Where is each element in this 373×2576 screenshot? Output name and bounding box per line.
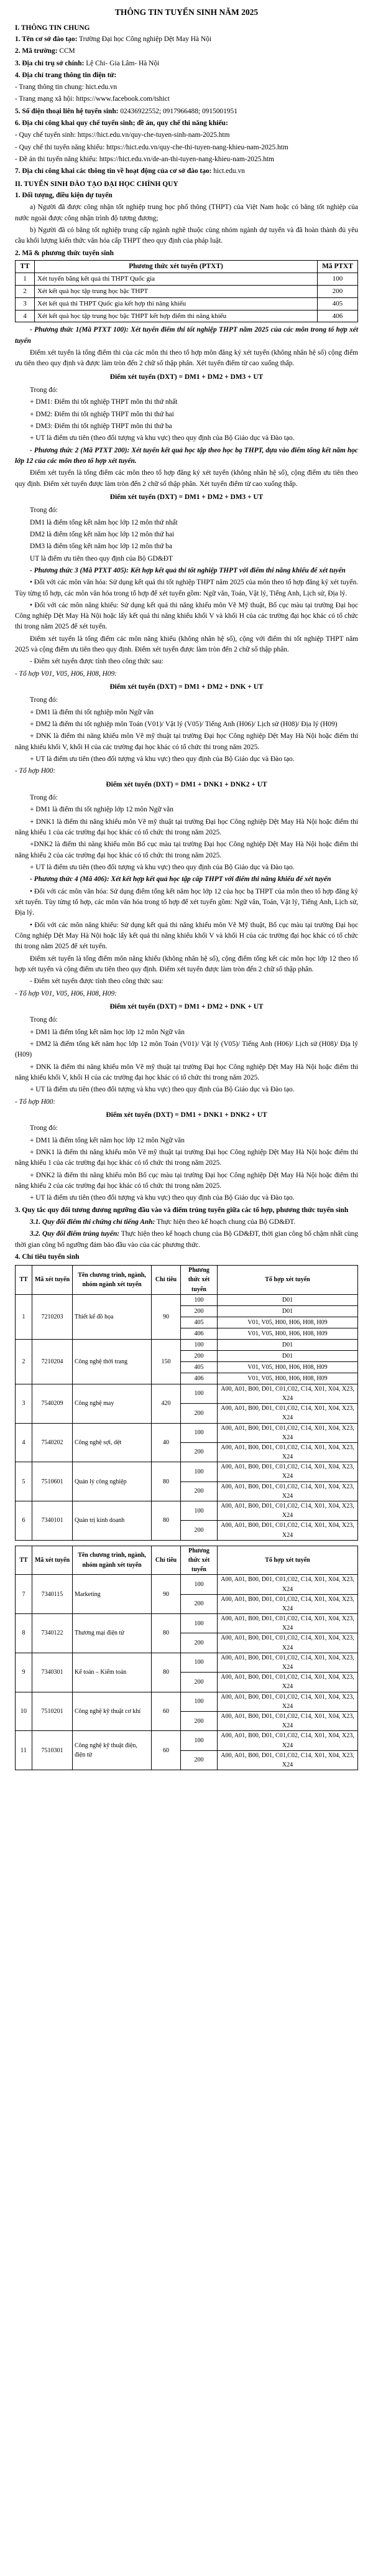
method-405-p4: - Điểm xét tuyển được tính theo công thức sau: — [30, 658, 163, 666]
regulations-heading: 6. Địa chỉ công khai quy chế tuyển sinh; đề án, quy chế thi năng khiếu: — [15, 119, 228, 128]
program-code: 7340115 — [32, 1575, 73, 1614]
program-method: 100 — [181, 1575, 218, 1594]
program-tt: 11 — [16, 1731, 32, 1770]
program-method: 100 — [181, 1614, 218, 1633]
quota-row — [16, 1294, 358, 1305]
method-405-heading: - Phương thức 3 (Mã PTXT 405): Kết hợp kết quả thi tốt nghiệp THPT với điểm thi năng khiếu để xét tuyển — [30, 566, 346, 574]
method-code: 200 — [318, 286, 358, 298]
program-combination: A00, A01, B00, D01, C01,C02, C14, X01, X04, X23, X24 — [218, 1482, 358, 1501]
program-method: 200 — [181, 1350, 218, 1361]
program-combination: V01, V05, H00, H06, H08, H09 — [218, 1361, 358, 1373]
program-combination: A00, A01, B00, D01, C01,C02, C14, X01, X04, X23, X24 — [218, 1423, 358, 1442]
program-method: 200 — [181, 1521, 218, 1540]
program-code: 7510301 — [32, 1731, 73, 1770]
school-name-line: 1. Tên cơ sở đào tạo: Trường Đại học Công nghiệp Dệt May Hà Nội — [15, 35, 212, 43]
where-label: Trong đó: — [30, 794, 58, 802]
program-method: 406 — [181, 1328, 218, 1339]
program-method: 100 — [181, 1692, 218, 1711]
method-name: Xét kết quả học tập trung học bậc THPT kết hợp điểm thi năng khiếu — [35, 310, 318, 322]
quota-row — [16, 1462, 358, 1482]
program-combination: A00, A01, B00, D01, C01,C02, C14, X01, X04, X23, X24 — [218, 1750, 358, 1770]
program-tt: 4 — [16, 1423, 32, 1462]
program-combination: D01 — [218, 1305, 358, 1317]
program-name: Thiết kế đồ họa — [73, 1294, 152, 1339]
where-label: Trong đó: — [30, 1124, 58, 1132]
method-405-b3: +DNK2 là điểm thi năng khiếu môn Bố cục màu tại trường Đại học Công nghiệp Dệt May Hà Nội hoặc điểm thi năng khiếu 2 của các trường đại học khác có tổ chức thi trong năm 2025. — [15, 841, 358, 859]
program-name: Marketing — [73, 1575, 152, 1614]
col-code: Mã xét tuyển — [32, 1266, 73, 1295]
method-code: 405 — [318, 297, 358, 310]
method-405-group1: - Tổ hợp V01, V05, H06, H08, H09: — [15, 670, 117, 678]
method-code: 100 — [318, 273, 358, 286]
col-program: Tên chương trình, ngành, nhóm ngành xét tuyển — [73, 1546, 152, 1575]
method-405-b4: + UT là điểm ưu tiên (theo đối tượng và khu vực) theo quy định của Bộ Giáo dục và Đào tạo. — [30, 864, 295, 872]
program-combination: A00, A01, B00, D01, C01,C02, C14, X01, X04, X23, X24 — [218, 1673, 358, 1692]
quota-row — [16, 1614, 358, 1633]
program-code: 7340301 — [32, 1653, 73, 1692]
method-406-group1: - Tổ hợp V01, V05, H06, H08, H09: — [15, 989, 117, 997]
eligibility-b: b) Người đã có bằng tốt nghiệp trung cấp ngành nghề thuộc cùng nhóm ngành dự tuyển và đã hoàn thành đủ yêu cầu khối lượng kiến thức văn hóa cấp THPT theo quy định của pháp luật. — [15, 226, 358, 245]
methods-table — [15, 260, 358, 322]
col-quota: Chỉ tiêu — [152, 1546, 181, 1575]
method-row — [16, 310, 358, 322]
program-code: 7340122 — [32, 1614, 73, 1653]
conversion-english: 3.1. Quy đổi điểm thi chứng chỉ tiếng Anh: Thực hiện theo kế hoạch chung của Bộ GD&ĐT. — [30, 1218, 296, 1226]
method-tt: 3 — [16, 297, 35, 310]
quota-row — [16, 1575, 358, 1594]
conversion-heading: 3. Quy tắc quy đổi tương đương ngưỡng đầu vào và điểm trúng tuyển giữa các tổ hợp, phương thức tuyển sinh — [15, 1206, 349, 1214]
program-combination: A00, A01, B00, D01, C01,C02, C14, X01, X04, X23, X24 — [218, 1614, 358, 1633]
phone-line: 5. Số điện thoại liên hệ tuyển sinh: 02436922552; 0917966488; 0915001951 — [15, 107, 237, 115]
program-name: Công nghệ thời trang — [73, 1339, 152, 1384]
method-406-formula2: Điểm xét tuyển (DXT) = DM1 + DNK1 + DNK2 + UT — [106, 1111, 267, 1119]
program-tt: 1 — [16, 1294, 32, 1339]
program-combination: A00, A01, B00, D01, C01,C02, C14, X01, X04, X23, X24 — [218, 1653, 358, 1672]
col-code: Mã PTXT — [318, 261, 358, 273]
eligibility-heading: 1. Đối tượng, điều kiện dự tuyển — [15, 192, 113, 200]
facebook-link[interactable]: - Trang mạng xã hội: https://www.facebook.com/tshict — [15, 95, 170, 103]
method-row — [16, 286, 358, 298]
program-name: Công nghệ kỹ thuật cơ khí — [73, 1692, 152, 1731]
quota-table-continued — [15, 1546, 358, 1770]
where-label: Trong đó: — [30, 1016, 58, 1024]
program-code: 7210204 — [32, 1339, 73, 1384]
method-405-p1: • Đối với các môn văn hóa: Sử dụng kết quả thi tốt nghiệp THPT năm 2025 của môn theo tổ hợp đăng ký xét tuyển. Tùy từng tổ hợp, các môn văn hóa trong tổ hợp để xét tuyển gồm: Ngữ văn, Toán, Vật lý, Tiếng Anh, Lịch sử, Địa lý. — [15, 579, 358, 597]
method-405-group2: - Tổ hợp H00: — [15, 767, 56, 775]
website-link[interactable]: - Trang thông tin chung: hict.edu.vn — [15, 83, 117, 91]
method-200-w1: DM1 là điểm tổng kết năm học lớp 12 môn thứ nhất — [30, 518, 178, 526]
method-405-formula2: Điểm xét tuyển (DXT) = DM1 + DNK1 + DNK2 + UT — [106, 780, 267, 788]
method-406-a3: + DNK là điểm thi năng khiếu môn Vẽ mỹ thuật tại trường Đại học Công nghiệp Dệt May Hà Nội hoặc điểm thi năng khiếu khối V, khối H của các trường đại học khác có tổ chức thi trong năm 2025. — [15, 1063, 358, 1081]
program-quota: 90 — [152, 1575, 181, 1614]
method-406-formula1: Điểm xét tuyển (DXT) = DM1 + DM2 + DNK + UT — [109, 1002, 264, 1010]
method-100-w1: + DM1: Điểm thi tốt nghiệp THPT môn thi thứ nhất — [30, 398, 178, 406]
method-100-w3: + DM3: Điểm thi tốt nghiệp THPT môn thi thứ ba — [30, 422, 172, 430]
program-code: 7510201 — [32, 1692, 73, 1731]
program-method: 100 — [181, 1294, 218, 1305]
method-100-heading: - Phương thức 1(Mã PTXT 100): Xét tuyển điểm thi tốt nghiệp THPT năm 2025 của các môn trong tổ hợp xét tuyển — [15, 326, 358, 345]
program-quota: 420 — [152, 1384, 181, 1423]
methods-table-header — [16, 261, 358, 273]
program-tt: 3 — [16, 1384, 32, 1423]
quota-row — [16, 1692, 358, 1711]
program-tt: 10 — [16, 1692, 32, 1731]
program-combination: D01 — [218, 1294, 358, 1305]
program-tt: 6 — [16, 1501, 32, 1541]
method-406-b4: + UT là điểm ưu tiên (theo đối tượng và khu vực) theo quy định của Bộ Giáo dục và Đào tạo. — [30, 1194, 295, 1202]
program-combination: A00, A01, B00, D01, C01,C02, C14, X01, X04, X23, X24 — [218, 1462, 358, 1482]
col-combination: Tổ hợp xét tuyển — [218, 1546, 358, 1575]
method-200-w3: DM3 là điểm tổng kết năm học lớp 12 môn thứ ba — [30, 543, 172, 551]
method-200-heading: - Phương thức 2 (Mã PTXT 200): Xét tuyển kết quả học tập theo học bạ THPT, dựa vào điểm tổng kết năm học lớp 12 của các môn theo tổ hợp xét tuyển. — [15, 446, 358, 465]
quota-row — [16, 1731, 358, 1750]
program-method: 200 — [181, 1594, 218, 1613]
method-406-b3: + DNK2 là điểm thi năng khiếu môn Bố cục màu tại trường Đại học Công nghiệp Dệt May Hà Nội hoặc điểm thi năng khiếu 2 của các trường đại học khác có tổ chức thi trong năm 2025. — [15, 1171, 358, 1190]
program-quota: 60 — [152, 1731, 181, 1770]
method-405-a3: + DNK là điểm thi năng khiếu môn Vẽ mỹ thuật tại trường Đại học Công nghiệp Dệt May Hà Nội hoặc điểm thi năng khiếu khối V, khối H của các trường đại học khác có tổ chức thi trong năm 2025. — [15, 732, 358, 751]
program-method: 200 — [181, 1673, 218, 1692]
program-tt: 2 — [16, 1339, 32, 1384]
regulation-link-aptitude[interactable]: - Quy chế thi tuyển năng khiếu: https://hict.edu.vn/quy-che-thi-tuyen-nang-khieu-nam-2025.htm — [15, 143, 288, 151]
regulation-link-admission[interactable]: - Quy chế tuyển sinh: https://hict.edu.vn/quy-che-tuyen-sinh-nam-2025.htm — [15, 131, 230, 139]
quota-heading: 4. Chỉ tiêu tuyển sinh — [15, 1253, 80, 1261]
program-tt: 8 — [16, 1614, 32, 1653]
program-combination: A00, A01, B00, D01, C01,C02, C14, X01, X04, X23, X24 — [218, 1384, 358, 1403]
where-label: Trong đó: — [30, 506, 58, 515]
program-quota: 80 — [152, 1462, 181, 1501]
program-name: Công nghệ sợi, dệt — [73, 1423, 152, 1462]
section-general-heading: I. THÔNG TIN CHUNG — [15, 24, 90, 32]
method-405-p3: Điểm xét tuyển là tổng điểm các môn năng khiếu (không nhân hệ số), cộng với điểm thi tốt nghiệp THPT năm 2025 và cộng điểm ưu tiên theo quy định. Điểm xét tuyển được làm tròn đến 2 chữ số thập phân. — [15, 635, 358, 654]
program-quota: 80 — [152, 1501, 181, 1541]
quota-table-header — [16, 1266, 358, 1295]
conversion-score: 3.2. Quy đổi điểm trúng tuyển: Thực hiện theo kế hoạch chung của Bộ GD&ĐT, thời gian công bố chậm nhất cùng thời gian công bố ngưỡng đảm bảo đầu vào của các phương thức. — [15, 1230, 358, 1249]
col-method: Phương thức xét tuyển — [181, 1266, 218, 1295]
program-method: 200 — [181, 1305, 218, 1317]
program-code: 7210203 — [32, 1294, 73, 1339]
program-combination: A00, A01, B00, D01, C01,C02, C14, X01, X04, X23, X24 — [218, 1594, 358, 1613]
program-method: 200 — [181, 1404, 218, 1423]
method-405-a2: + DM2 là điểm thi tốt nghiệp môn Toán (V01)/ Vật lý (V05)/ Tiếng Anh (H06)/ Lịch sử (H08)/ Địa lý (H09) — [30, 721, 338, 729]
quota-row — [16, 1339, 358, 1350]
col-program: Tên chương trình, ngành, nhóm ngành xét tuyển — [73, 1266, 152, 1295]
methods-heading: 2. Mã & phương thức tuyển sinh — [15, 249, 114, 257]
address-line: 3. Địa chỉ trụ sở chính: Lệ Chi- Gia Lâm- Hà Nội — [15, 59, 160, 67]
regulation-link-project[interactable]: - Đề án thi tuyển năng khiếu: https://hict.edu.vn/de-an-thi-tuyen-nang-khieu-nam-2025.htm — [15, 156, 274, 164]
method-406-p4: - Điểm xét tuyển được tính theo công thức sau: — [30, 978, 163, 986]
method-405-b1: + DM1 là điểm thi tốt nghiệp lớp 12 môn Ngữ văn — [30, 806, 173, 814]
program-quota: 80 — [152, 1653, 181, 1692]
program-combination: A00, A01, B00, D01, C01,C02, C14, X01, X04, X23, X24 — [218, 1633, 358, 1653]
method-406-p3: Điểm xét tuyển là tổng điểm môn năng khiếu (không nhân hệ số), cộng điểm tổng kết các môn học lớp 12 theo tổ hợp xét tuyển và cộng điểm ưu tiên theo quy định. Điểm xét tuyển được làm tròn đến 2 chữ số thập phân. — [15, 954, 358, 973]
program-method: 200 — [181, 1442, 218, 1462]
method-tt: 4 — [16, 310, 35, 322]
program-method: 100 — [181, 1423, 218, 1442]
program-name: Kế toán – Kiểm toán — [73, 1653, 152, 1692]
school-code-line: 2. Mã trường: CCM — [15, 47, 75, 55]
program-code: 7540202 — [32, 1423, 73, 1462]
method-code: 406 — [318, 310, 358, 322]
eligibility-a: a) Người đã được công nhận tốt nghiệp trung học phổ thông (THPT) của Việt Nam hoặc có bằng tốt nghiệp của nước ngoài được công nhận trình độ tương đương; — [15, 203, 358, 222]
method-200-desc: Điểm xét tuyển là tổng điểm các môn theo tổ hợp đăng ký xét tuyển (không nhân hệ số), cộng điểm ưu tiên theo quy định. Điểm xét tuyển được làm tròn đến 2 chữ số thập phân. Xét tuyển điểm từ cao xuống thấp. — [15, 469, 358, 488]
method-200-w4: UT là điểm ưu tiên theo quy định của Bộ GD&ĐT — [30, 554, 173, 562]
program-method: 100 — [181, 1731, 218, 1750]
program-combination: D01 — [218, 1339, 358, 1350]
method-405-formula1: Điểm xét tuyển (DXT) = DM1 + DM2 + DNK + UT — [109, 683, 264, 691]
program-tt: 7 — [16, 1575, 32, 1614]
col-method: Phương thức xét tuyển (PTXT) — [35, 261, 318, 273]
where-label: Trong đó: — [30, 386, 58, 394]
method-100-formula: Điểm xét tuyển (DXT) = DM1 + DM2 + DM3 + UT — [109, 373, 264, 381]
program-combination: A00, A01, B00, D01, C01,C02, C14, X01, X04, X23, X24 — [218, 1442, 358, 1462]
where-label: Trong đó: — [30, 696, 58, 704]
method-406-b2: + DNK1 là điểm thi năng khiếu môn Vẽ mỹ thuật tại trường Đại học Công nghiệp Dệt May Hà Nội hoặc điểm thi năng khiếu 1 của các trường đại học khác có tổ chức thi trong năm 2025. — [15, 1148, 358, 1167]
method-405-p2: • Đối với các môn năng khiếu: Sử dụng kết quả thi năng khiếu môn Vẽ Mỹ thuật, Bố cục màu tại trường Đại học Công nghiệp Dệt May Hà Nội hoặc lấy kết quả thi năng khiếu khối V và khối H của các trường đại học khác có tổ chức thi trong năm 2025 để xét tuyển. — [15, 601, 358, 631]
method-100-desc: Điểm xét tuyển là tổng điểm thi của các môn thi theo tổ hợp môn đăng ký xét tuyển (không nhân hệ số) cộng điểm ưu tiên theo quy định và được làm tròn đến 2 chữ số thập phân. Xét tuyển điểm từ cao xuống thấp. — [15, 348, 358, 368]
program-combination: A00, A01, B00, D01, C01,C02, C14, X01, X04, X23, X24 — [218, 1711, 358, 1730]
website-heading: 4. Địa chỉ trang thông tin điện tử: — [15, 71, 117, 79]
program-method: 405 — [181, 1361, 218, 1373]
method-name: Xét tuyển bằng kết quả thi THPT Quốc gia — [35, 273, 318, 286]
program-quota: 150 — [152, 1339, 181, 1384]
program-quota: 80 — [152, 1614, 181, 1653]
quota-row — [16, 1423, 358, 1442]
program-method: 100 — [181, 1462, 218, 1482]
program-code: 7340101 — [32, 1501, 73, 1541]
method-406-a2: + DM2 là điểm tổng kết năm học lớp 12 môn Toán (V01)/ Vật lý (V05)/ Tiếng Anh (H06)/ Lịch sử (H08)/ Địa lý (H09) — [15, 1040, 358, 1059]
program-method: 100 — [181, 1501, 218, 1521]
quota-row — [16, 1501, 358, 1521]
method-406-a4: + UT là điểm ưu tiên (theo đối tượng và khu vực) theo quy định của Bộ Giáo dục và Đào tạo. — [30, 1086, 295, 1094]
program-tt: 9 — [16, 1653, 32, 1692]
method-406-p1: • Đối với các môn văn hóa: Sử dụng điểm tổng kết năm học lớp 12 của học bạ THPT của môn theo tổ hợp đăng ký xét tuyển. Tùy từng tổ hợp, các môn văn hóa trong tổ hợp để xét tuyển gồm: Ngữ văn, Toán, Vật lý, Tiếng Anh, Lịch sử, Địa lý. — [15, 887, 358, 917]
col-code: Mã xét tuyển — [32, 1546, 73, 1575]
program-quota: 40 — [152, 1423, 181, 1462]
method-tt: 1 — [16, 273, 35, 286]
program-name: Quản lý công nghiệp — [73, 1462, 152, 1501]
method-name: Xét kết quả học tập trung học bậc THPT — [35, 286, 318, 298]
program-combination: D01 — [218, 1350, 358, 1361]
col-method: Phương thức xét tuyển — [181, 1546, 218, 1575]
method-405-a4: + UT là điểm ưu tiên (theo đối tượng và khu vực) theo quy định của Bộ Giáo dục và Đào tạo. — [30, 755, 295, 763]
activity-info-line: 7. Địa chỉ công khai các thông tin về hoạt động của cơ sở đào tạo: hict.edu.vn — [15, 167, 245, 175]
quota-table — [15, 1265, 358, 1541]
program-method: 100 — [181, 1653, 218, 1672]
method-row — [16, 297, 358, 310]
page-title: THÔNG TIN TUYỂN SINH NĂM 2025 — [114, 7, 259, 17]
program-method: 100 — [181, 1384, 218, 1403]
method-405-b2: + DNK1 là điểm thi năng khiếu môn Vẽ mỹ thuật tại trường Đại học Công nghiệp Dệt May Hà Nội hoặc điểm thi năng khiếu 1 của các trường đại học khác có tổ chức thi trong năm 2025. — [15, 818, 358, 837]
program-method: 200 — [181, 1750, 218, 1770]
program-code: 7510601 — [32, 1462, 73, 1501]
program-name: Quản trị kinh doanh — [73, 1501, 152, 1541]
col-combination: Tổ hợp xét tuyển — [218, 1266, 358, 1295]
program-code: 7540209 — [32, 1384, 73, 1423]
section-admission-heading: II. TUYỂN SINH ĐÀO TẠO ĐẠI HỌC CHÍNH QUY — [15, 180, 178, 188]
method-406-heading: - Phương thức 4 (Mã 406): Xét kết hợp kết quả học tập cấp THPT với điểm thi năng khiếu để xét tuyển — [30, 875, 331, 884]
method-200-formula: Điểm xét tuyển (DXT) = DM1 + DM2 + DM3 + UT — [109, 493, 264, 501]
program-combination: A00, A01, B00, D01, C01,C02, C14, X01, X04, X23, X24 — [218, 1731, 358, 1750]
program-combination: V01, V05, H00, H06, H08, H09 — [218, 1373, 358, 1384]
program-method: 100 — [181, 1339, 218, 1350]
program-method: 406 — [181, 1373, 218, 1384]
quota-row — [16, 1653, 358, 1672]
program-combination: A00, A01, B00, D01, C01,C02, C14, X01, X04, X23, X24 — [218, 1521, 358, 1540]
method-406-a1: + DM1 là điểm tổng kết năm học lớp 12 môn Ngữ văn — [30, 1028, 185, 1036]
col-tt: TT — [16, 261, 35, 273]
program-method: 405 — [181, 1317, 218, 1328]
method-406-b1: + DM1 là điểm tổng kết năm học lớp 12 môn Ngữ văn — [30, 1136, 185, 1144]
quota-row — [16, 1384, 358, 1403]
quota-table-header — [16, 1546, 358, 1575]
method-406-group2: - Tổ hợp H00: — [15, 1098, 56, 1106]
method-100-w2: + DM2: Điểm thi tốt nghiệp THPT môn thi thứ hai — [30, 410, 174, 418]
program-combination: A00, A01, B00, D01, C01,C02, C14, X01, X04, X23, X24 — [218, 1575, 358, 1594]
program-combination: V01, V05, H00, H06, H08, H09 — [218, 1328, 358, 1339]
method-name: Xét kết quả thi THPT Quốc gia kết hợp thi năng khiếu — [35, 297, 318, 310]
program-combination: A00, A01, B00, D01, C01,C02, C14, X01, X04, X23, X24 — [218, 1404, 358, 1423]
program-quota: 60 — [152, 1692, 181, 1731]
method-405-a1: + DM1 là điểm thi tốt nghiệp môn Ngữ văn — [30, 708, 154, 716]
program-name: Công nghệ may — [73, 1384, 152, 1423]
col-tt: TT — [16, 1266, 32, 1295]
program-name: Thương mại điện tử — [73, 1614, 152, 1653]
method-200-w2: DM2 là điểm tổng kết năm học lớp 12 môn thứ hai — [30, 530, 175, 538]
method-100-w4: + UT là điểm ưu tiên (theo đối tượng và khu vực) theo quy định của Bộ Giáo dục và Đào tạo. — [30, 434, 295, 442]
program-combination: A00, A01, B00, D01, C01,C02, C14, X01, X04, X23, X24 — [218, 1501, 358, 1521]
method-row — [16, 273, 358, 286]
col-quota: Chỉ tiêu — [152, 1266, 181, 1295]
col-tt: TT — [16, 1546, 32, 1575]
program-method: 200 — [181, 1482, 218, 1501]
program-tt: 5 — [16, 1462, 32, 1501]
program-combination: A00, A01, B00, D01, C01,C02, C14, X01, X04, X23, X24 — [218, 1692, 358, 1711]
program-method: 200 — [181, 1711, 218, 1730]
program-name: Công nghệ kỹ thuật điện, điện tử — [73, 1731, 152, 1770]
method-tt: 2 — [16, 286, 35, 298]
program-method: 200 — [181, 1633, 218, 1653]
method-406-p2: • Đối với các môn năng khiếu: Sử dụng kết quả thi năng khiếu môn Vẽ Mỹ thuật, Bố cục màu tại trường Đại học Công nghiệp Dệt May Hà Nội hoặc lấy kết quả thi năng khiếu khối V và khối H của các trường đại học khác có tổ chức thi trong năm 2025 để xét tuyển. — [15, 921, 358, 951]
program-combination: V01, V05, H00, H06, H08, H09 — [218, 1317, 358, 1328]
program-quota: 90 — [152, 1294, 181, 1339]
